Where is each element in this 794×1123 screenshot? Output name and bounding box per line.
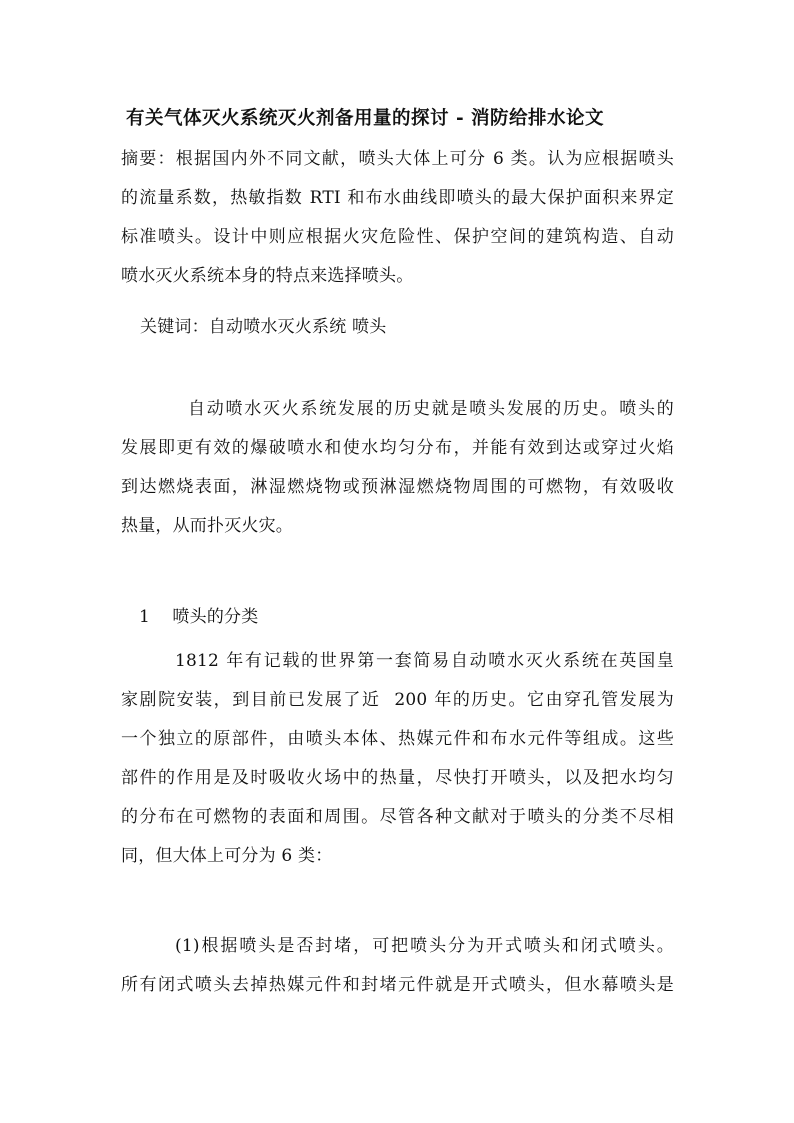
- intro-line: 到达燃烧表面，淋湿燃烧物或预淋湿燃烧物周围的可燃物，有效吸收: [121, 477, 674, 497]
- section1-line: 部件的作用是及时吸收火场中的热量，尽快打开喷头，以及把水均匀: [121, 768, 674, 788]
- intro-line: 自动喷水灭火系统发展的历史就是喷头发展的历史。喷头的: [188, 399, 674, 419]
- intro-line: 发展即更有效的爆破喷水和使水均匀分布，并能有效到达或穿过火焰: [121, 438, 674, 458]
- item-line: (1)根据喷头是否封堵，可把喷头分为开式喷头和闭式喷头。: [175, 936, 674, 956]
- section1-line: 家剧院安装，到目前已发展了近 200 年的历史。它由穿孔管发展为: [121, 690, 674, 710]
- abstract-line: 摘要：根据国内外不同文献，喷头大体上可分 6 类。认为应根据喷头: [121, 149, 674, 169]
- intro-line: 热量，从而扑灭火灾。: [121, 516, 293, 536]
- section1-line: 同，但大体上可分为 6 类：: [121, 846, 333, 866]
- abstract-line: 喷水灭火系统本身的特点来选择喷头。: [121, 266, 414, 286]
- section1-line: 1812 年有记载的世界第一套简易自动喷水灭火系统在英国皇: [175, 651, 674, 671]
- abstract-line: 标准喷头。设计中则应根据火灾危险性、保护空间的建筑构造、自动: [121, 227, 674, 247]
- section1-line: 一个独立的原部件，由喷头本体、热媒元件和布水元件等组成。这些: [121, 729, 674, 749]
- item-line: 所有闭式喷头去掉热媒元件和封堵元件就是开式喷头，但水幕喷头是: [121, 975, 674, 995]
- document-title: 有关气体灭火系统灭火剂备用量的探讨 - 消防给排水论文: [126, 108, 605, 129]
- abstract-line: 的流量系数，热敏指数 RTI 和布水曲线即喷头的最大保护面积来界定: [121, 188, 674, 208]
- keywords-line: 关键词：自动喷水灭火系统 喷头: [140, 317, 387, 337]
- section1-line: 的分布在可燃物的表面和周围。尽管各种文献对于喷头的分类不尽相: [121, 807, 674, 827]
- section-heading: 1 喷头的分类: [139, 607, 259, 627]
